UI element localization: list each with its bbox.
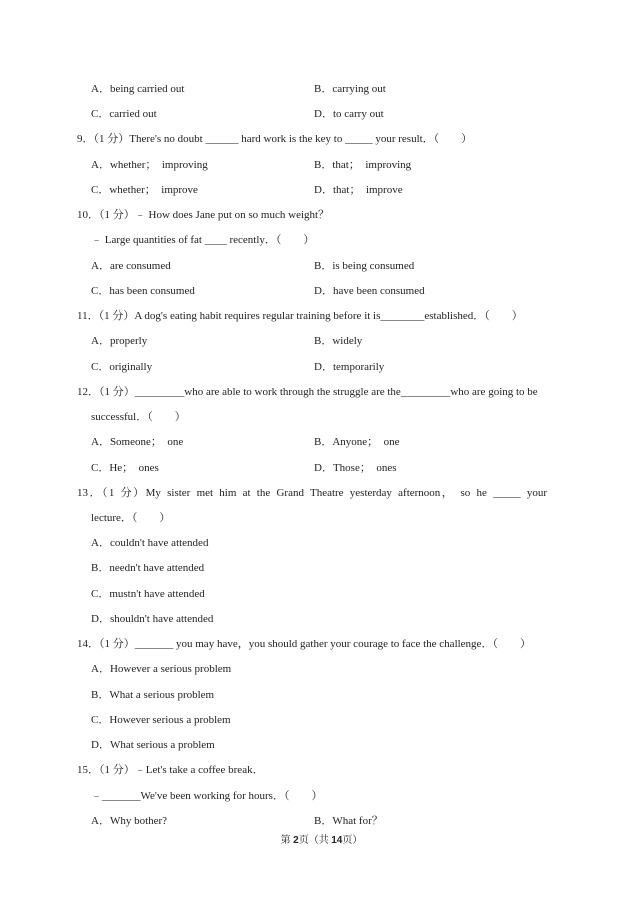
option-row [0,279,643,304]
question-stem: 14．（1 分）_______ you may have，you should gather your courage to face the challenge．（ ） [77,638,531,651]
option-d: D．to carry out [314,108,384,121]
question-stem-line2: lecture．（ ） [91,511,171,524]
option-c: C．originally [91,360,153,373]
option-c: C．has been consumed [91,284,195,297]
question-stem-line2: successful．（ ） [91,411,186,424]
question-stem: 9．（1 分）There's no doubt ______ hard work is the key to _____ your result．（ ） [77,133,473,146]
option-d: D．Those； ones [314,461,397,474]
option-a: A．couldn't have attended [91,537,209,550]
option-a: A．Why bother? [91,814,168,827]
option-row [0,456,643,481]
option-b: B．What a serious problem [91,688,215,701]
page-number: 2 [293,835,299,846]
option-c: C．However serious a problem [91,713,231,726]
option-a: A．whether； improving [91,158,208,171]
footer-text: 页（共 [298,835,332,846]
option-row [0,102,643,127]
option-row [0,153,643,178]
option-c: C．whether； improve [91,183,198,196]
option-b: B．that； improving [314,158,412,171]
option-a: A．However a serious problem [91,663,232,676]
option-b: B．carrying out [314,83,386,95]
option-b: B．is being consumed [314,259,415,272]
question-stem: 10．（1 分）﹣ How does Jane put on so much weight？ [77,209,330,222]
option-b: B．Anyone； one [314,436,400,449]
option-a: A．properly [91,335,148,348]
question-stem: 12．（1 分）_________who are able to work through the struggle are the_________who are going to be [77,385,538,398]
option-c: C．carried out [91,108,157,121]
option-d: D．have been consumed [314,284,425,297]
option-row [0,430,643,455]
option-a: A．Someone； one [91,436,184,449]
option-row [0,355,643,380]
option-d: D．shouldn't have attended [91,612,214,625]
option-b: B．needn't have attended [91,562,205,575]
option-a: A．are consumed [91,259,171,272]
option-b: B．widely [314,335,363,348]
question-stem-line2: ﹣ Large quantities of fat ____ recently．（ ） [91,234,315,247]
option-d: D．What serious a problem [91,739,215,752]
option-row [0,254,643,279]
option-d: D．that； improve [314,183,403,196]
option-c: C．He； ones [91,461,159,474]
question-list [0,77,643,834]
page-total: 14 [331,835,343,846]
option-d: D．temporarily [314,360,385,373]
page-footer [0,831,643,846]
question-stem-line2: ﹣_______We've been working for hours．（ ） [91,789,323,802]
footer-text: 页） [342,835,363,846]
option-b: B．What for？ [314,814,383,827]
question-stem: 13．（1 分）My sister met him at the Grand Theatre yesterday afternoon， so he _____ your [77,486,547,499]
question-stem: 15．（1 分）﹣Let's take a coffee break． [77,764,264,777]
option-row [0,329,643,354]
option-c: C．mustn't have attended [91,587,205,600]
footer-text: 第 [280,835,294,846]
question-stem: 11．（1 分）A dog's eating habit requires regular training before it is________established．（ ） [77,310,523,323]
option-row [0,178,643,203]
option-row [0,77,643,102]
option-a: A．being carried out [91,83,185,95]
